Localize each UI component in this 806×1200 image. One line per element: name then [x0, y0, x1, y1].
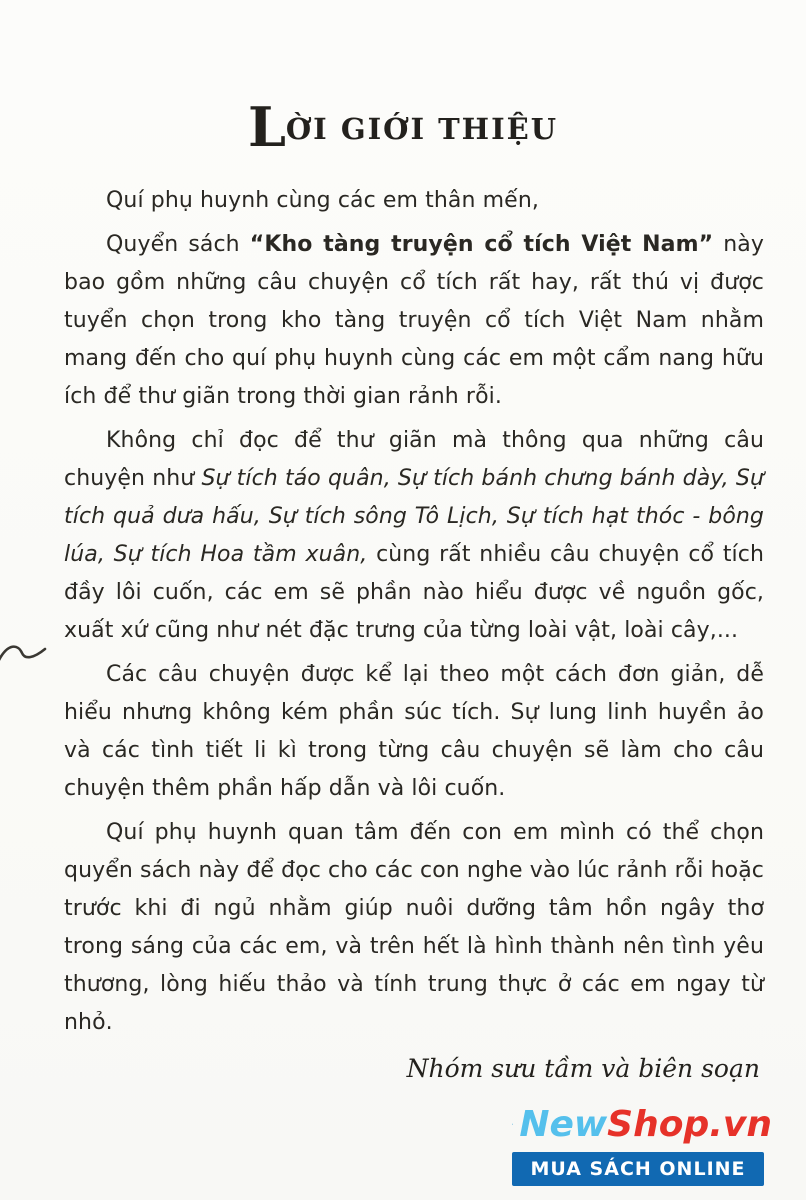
paragraph: [64, 814, 764, 1042]
text-segment: Các câu chuyện được kể lại theo một cách đơn giản, dễ hiểu nhưng không kém phần súc tích. Sự lung linh huyền ảo và các tình tiết li kì trong từng câu chuyện sẽ làm cho câu chuyện thêm phần hấp dẫn và lôi cuốn.: [64, 662, 764, 801]
title-dropcap: L: [247, 95, 286, 159]
logo-text-shop: Shop.vn: [607, 1103, 772, 1145]
text-segment: Quí phụ huynh quan tâm đến con em mình có thể chọn quyển sách này để đọc cho các con nghe vào lúc rảnh rỗi hoặc trước khi đi ngủ nhằm giúp nuôi dưỡng tâm hồn ngây thơ trong sáng của các em, và trên hết là hình thành nên tình yêu thương, lòng hiếu thảo và tính trung thực ở các em ngay từ nhỏ.: [64, 820, 764, 1035]
text-segment: Sự tích táo quân, Sự tích bánh chưng bánh dày, Sự tích quả dưa hấu, Sự tích sông Tô Lịch, Sự tích hạt thóc - bông lúa, Sự tích Hoa tầm xuân,: [64, 466, 764, 567]
title-rest: ỜI GIỚI THIỆU: [285, 112, 559, 146]
paragraph: [64, 182, 764, 220]
paragraph: [64, 422, 764, 650]
newshop-logo: [512, 1102, 772, 1186]
text-segment: Quyển sách: [106, 232, 250, 257]
signature: Nhóm sưu tầm và biên soạn: [406, 1054, 760, 1083]
text-segment: này bao gồm những câu chuyện cổ tích rất hay, rất thú vị được tuyển chọn trong kho tàng truyện cổ tích Việt Nam nhằm mang đến cho quí phụ huynh cùng các em một cẩm nang hữu ích để thư giãn trong thời gian rảnh rỗi.: [64, 232, 765, 409]
logo-row: [512, 1102, 772, 1146]
text-segment: cùng rất nhiều câu chuyện cổ tích đầy lôi cuốn, các em sẽ phần nào hiểu được về nguồn gốc, xuất xứ cũng như nét đặc trưng của từng loài vật, loài cây,...: [64, 542, 765, 643]
text-segment: “Kho tàng truyện cổ tích Việt Nam”: [249, 232, 714, 257]
logo-text-new: New: [519, 1103, 608, 1145]
logo-text: [519, 1104, 772, 1145]
arrow-icon: [512, 1102, 513, 1146]
paragraph: [64, 656, 764, 808]
text-segment: Quí phụ huynh cùng các em thân mến,: [106, 188, 539, 213]
body-text: [0, 182, 806, 1042]
paragraph: [64, 226, 764, 416]
banner: MUA SÁCH ONLINE: [512, 1152, 764, 1186]
text-segment: Không chỉ đọc để thư giãn mà thông qua những câu chuyện như: [64, 428, 764, 491]
page-title: [0, 0, 806, 182]
